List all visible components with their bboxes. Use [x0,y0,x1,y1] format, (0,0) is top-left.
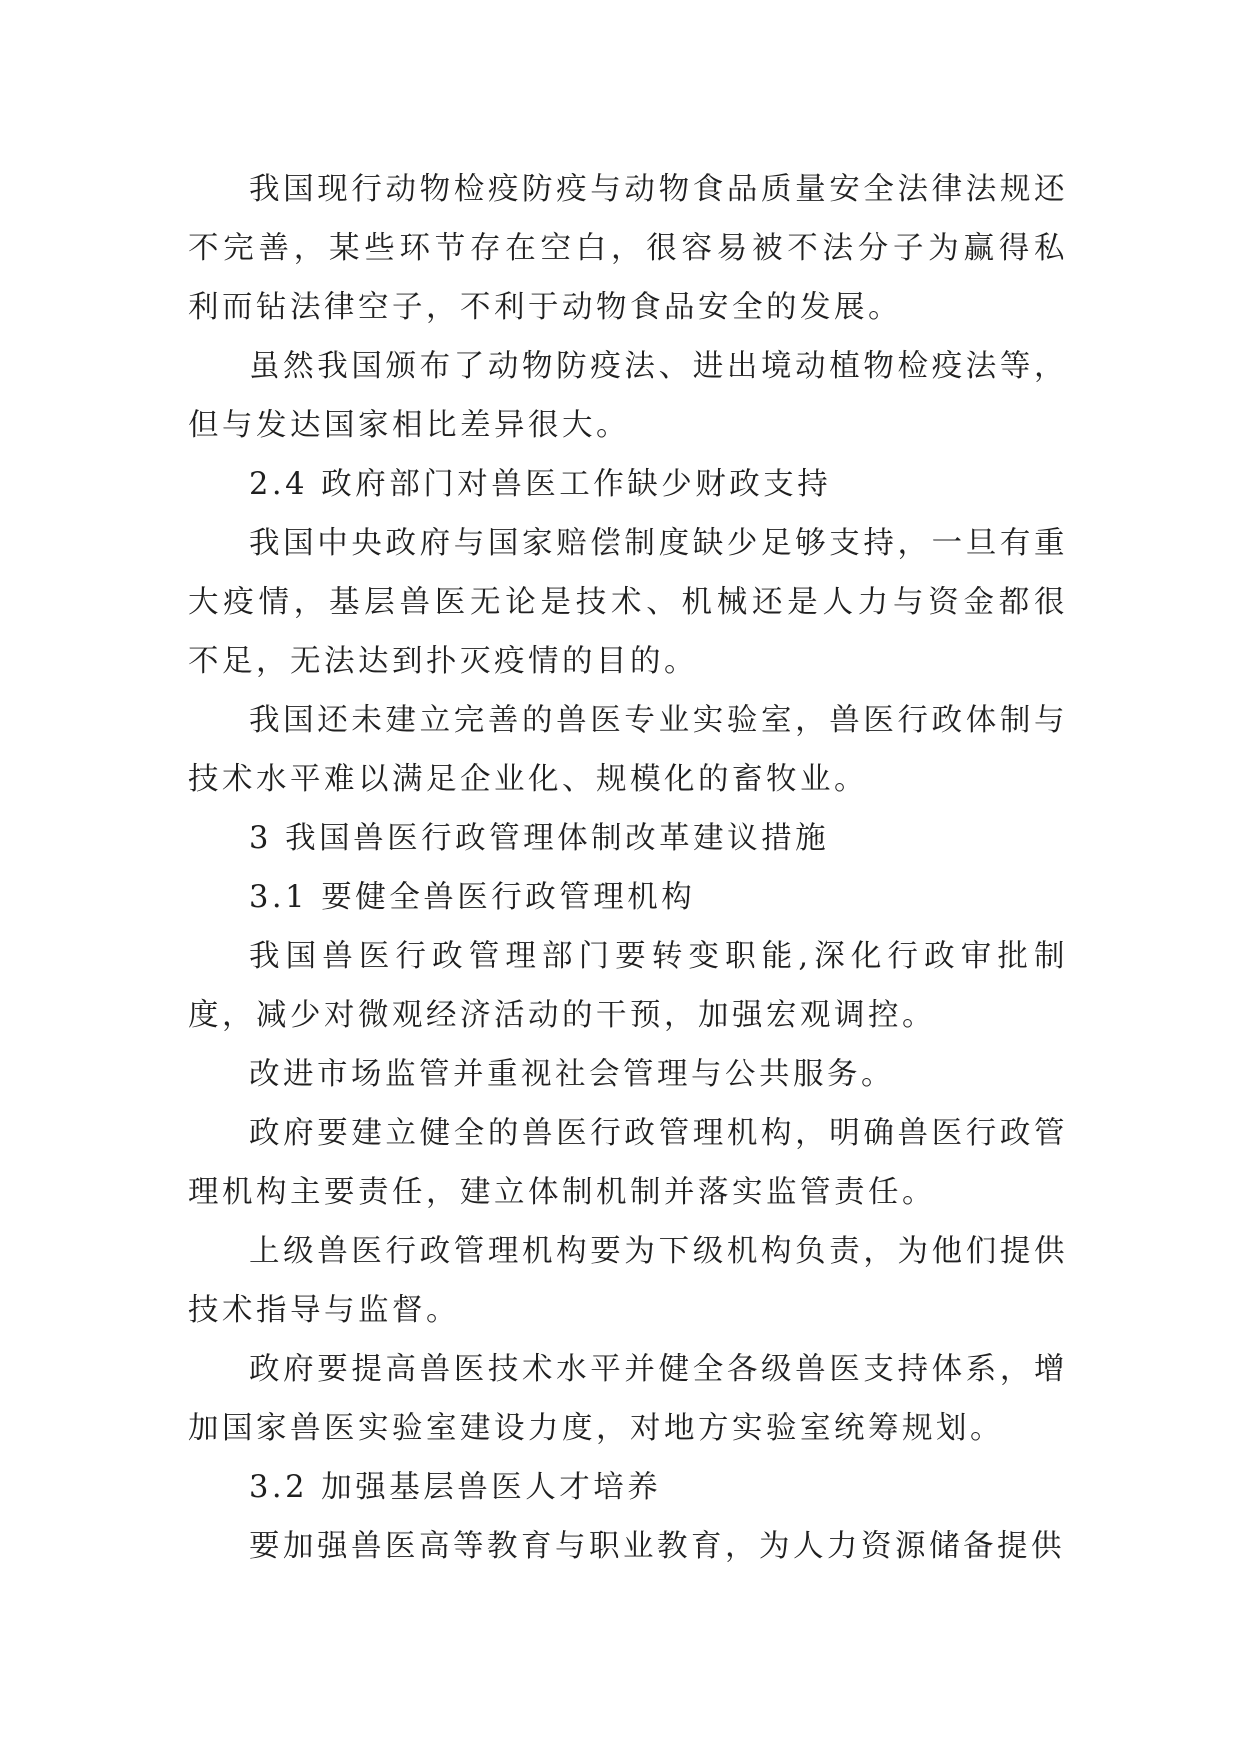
paragraph: 我国现行动物检疫防疫与动物食品质量安全法律法规还不完善，某些环节存在空白，很容易被不法分子为赢得私利而钻法律空子，不利于动物食品安全的发展。 [188,172,1068,325]
paragraph: 我国兽医行政管理部门要转变职能,深化行政审批制度，减少对微观经济活动的干预，加强宏观调控。 [188,939,1068,1033]
section-heading: 2.4 政府部门对兽医工作缺少财政支持 [249,467,832,502]
paragraph: 上级兽医行政管理机构要为下级机构负责，为他们提供技术指导与监督。 [188,1234,1068,1328]
paragraph: 我国还未建立完善的兽医专业实验室，兽医行政体制与技术水平难以满足企业化、规模化的畜牧业。 [188,703,1068,797]
paragraph: 改进市场监管并重视社会管理与公共服务。 [249,1057,895,1092]
paragraph: 虽然我国颁布了动物防疫法、进出境动植物检疫法等，但与发达国家相比差异很大。 [188,349,1068,443]
section-heading: 3 我国兽医行政管理体制改革建议措施 [249,821,830,856]
paragraph: 我国中央政府与国家赔偿制度缺少足够支持，一旦有重大疫情，基层兽医无论是技术、机械还是人力与资金都很不足，无法达到扑灭疫情的目的。 [188,526,1068,679]
section-heading: 3.1 要健全兽医行政管理机构 [249,880,696,915]
body-text [188,160,1068,1576]
paragraph: 政府要提高兽医技术水平并健全各级兽医支持体系，增加国家兽医实验室建设力度，对地方实验室统筹规划。 [188,1352,1068,1446]
section-heading: 3.2 加强基层兽医人才培养 [249,1470,662,1505]
paragraph: 政府要建立健全的兽医行政管理机构，明确兽医行政管理机构主要责任，建立体制机制并落实监管责任。 [188,1116,1068,1210]
paragraph: 要加强兽医高等教育与职业教育，为人力资源储备提供 [249,1529,1065,1564]
